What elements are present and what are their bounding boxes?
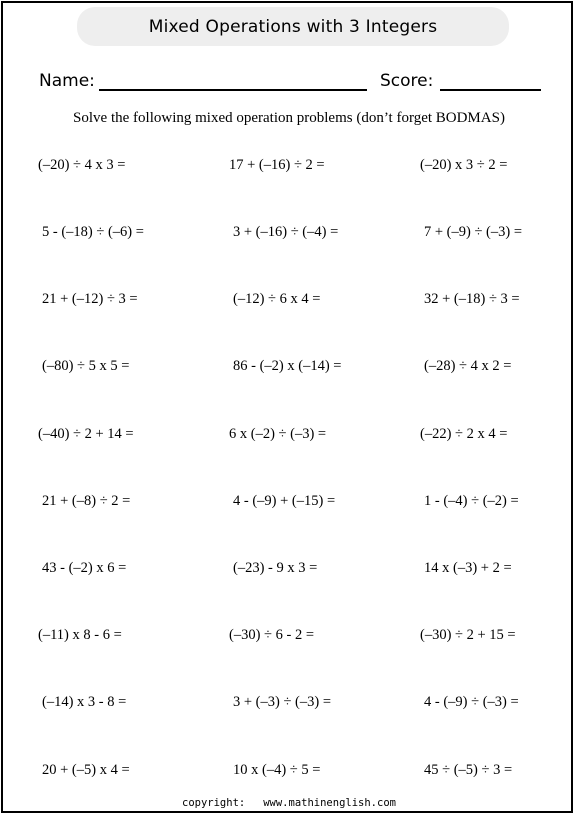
problem-r4-c3: (–28) ÷ 4 x 2 = bbox=[424, 358, 512, 374]
problem-r3-c1: 21 + (–12) ÷ 3 = bbox=[42, 291, 138, 307]
problem-r9-c1: (–14) x 3 - 8 = bbox=[42, 694, 127, 710]
problem-r9-c2: 3 + (–3) ÷ (–3) = bbox=[233, 694, 332, 710]
instructions: Solve the following mixed operation problems (don’t forget BODMAS) bbox=[73, 110, 505, 126]
problem-r10-c1: 20 + (–5) x 4 = bbox=[42, 762, 130, 778]
problem-r8-c1: (–11) x 8 - 6 = bbox=[38, 627, 122, 643]
problem-r6-c3: 1 - (–4) ÷ (–2) = bbox=[424, 493, 519, 509]
problem-r1-c2: 17 + (–16) ÷ 2 = bbox=[229, 157, 325, 173]
score-label: Score: bbox=[380, 71, 434, 91]
problem-r1-c3: (–20) x 3 ÷ 2 = bbox=[420, 157, 508, 173]
problem-r2-c3: 7 + (–9) ÷ (–3) = bbox=[424, 224, 523, 240]
problem-r10-c2: 10 x (–4) ÷ 5 = bbox=[233, 762, 321, 778]
name-field-line bbox=[99, 89, 367, 91]
name-label: Name: bbox=[39, 71, 95, 91]
worksheet-title: Mixed Operations with 3 Integers bbox=[77, 7, 509, 46]
problem-r7-c2: (–23) - 9 x 3 = bbox=[233, 560, 318, 576]
problem-r5-c3: (–22) ÷ 2 x 4 = bbox=[420, 426, 508, 442]
copyright bbox=[0, 797, 578, 809]
copyright-site: www.mathinenglish.com bbox=[263, 797, 396, 809]
problem-r6-c2: 4 - (–9) + (–15) = bbox=[233, 493, 336, 509]
problem-r6-c1: 21 + (–8) ÷ 2 = bbox=[42, 493, 131, 509]
problem-r10-c3: 45 ÷ (–5) ÷ 3 = bbox=[424, 762, 513, 778]
problem-r2-c1: 5 - (–18) ÷ (–6) = bbox=[42, 224, 144, 240]
problem-r4-c1: (–80) ÷ 5 x 5 = bbox=[42, 358, 130, 374]
problem-r9-c3: 4 - (–9) ÷ (–3) = bbox=[424, 694, 519, 710]
problem-r5-c1: (–40) ÷ 2 + 14 = bbox=[38, 426, 134, 442]
problem-r2-c2: 3 + (–16) ÷ (–4) = bbox=[233, 224, 339, 240]
problem-r5-c2: 6 x (–2) ÷ (–3) = bbox=[229, 426, 327, 442]
problem-r7-c1: 43 - (–2) x 6 = bbox=[42, 560, 127, 576]
problem-r4-c2: 86 - (–2) x (–14) = bbox=[233, 358, 342, 374]
score-field-line bbox=[440, 89, 541, 91]
problem-r3-c3: 32 + (–18) ÷ 3 = bbox=[424, 291, 520, 307]
problem-r3-c2: (–12) ÷ 6 x 4 = bbox=[233, 291, 321, 307]
copyright-label: copyright: bbox=[182, 797, 246, 809]
problem-r1-c1: (–20) ÷ 4 x 3 = bbox=[38, 157, 126, 173]
problem-r8-c2: (–30) ÷ 6 - 2 = bbox=[229, 627, 314, 643]
problem-r7-c3: 14 x (–3) + 2 = bbox=[424, 560, 512, 576]
problem-r8-c3: (–30) ÷ 2 + 15 = bbox=[420, 627, 516, 643]
